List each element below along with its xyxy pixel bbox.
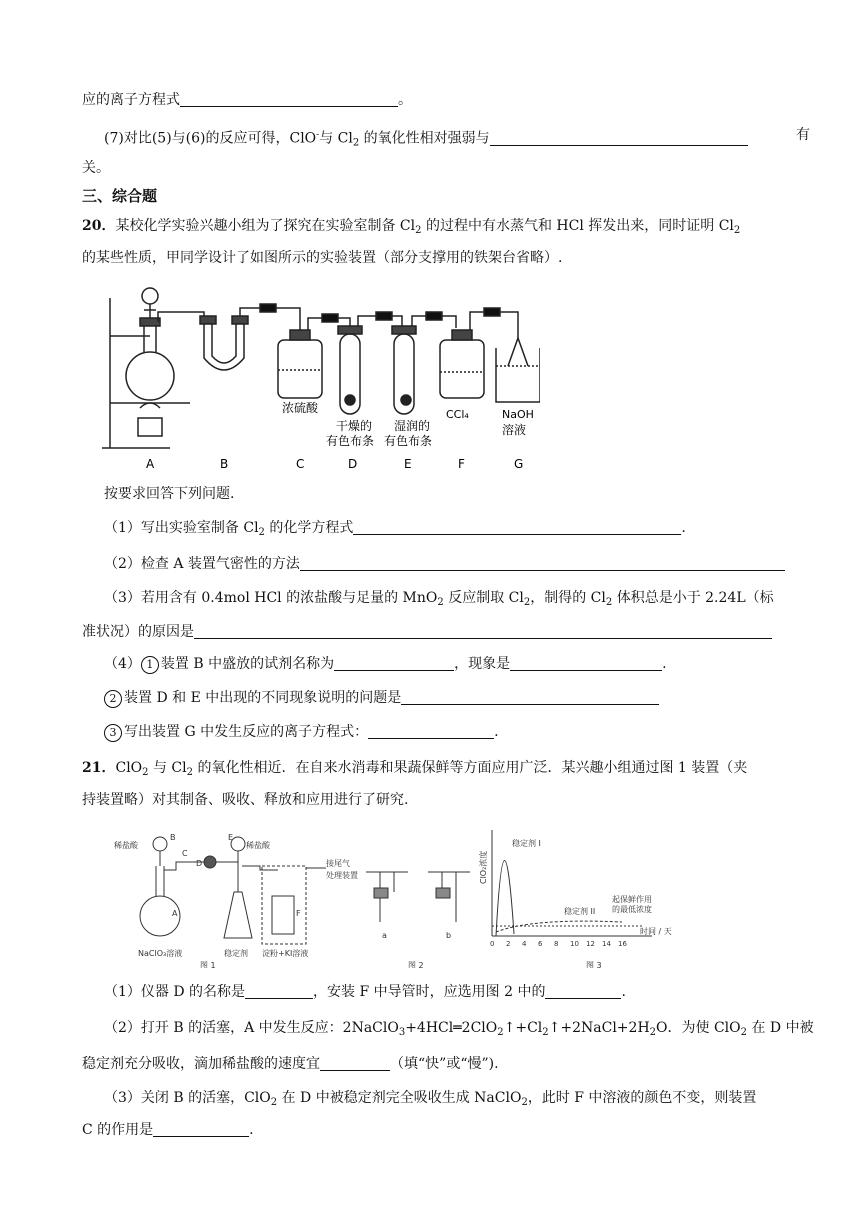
label-d: D [196,859,203,868]
section-title: 三、综合题 [82,187,158,205]
label-b: B [170,833,176,842]
apparatus-label-g: G [514,457,524,471]
text-segment: （3）关闭 B 的活塞，ClO [104,1090,271,1106]
reagent-label-c: 浓硫酸 [282,401,319,415]
text-segment: 的氧化性相近．在自来水消毒和果蔬保鲜等方面应用广泛．某兴趣小组通过图 1 装置（夹 [193,760,748,776]
x-tick-label: 2 [506,940,511,948]
caption-figure-2: 图 2 [408,961,424,968]
subscript: 2 [740,1027,748,1038]
circled-number: 2 [104,690,122,708]
label-preservation-1: 起保鲜作用 [612,895,652,904]
question-20-part-4-3 [104,722,810,742]
x-tick-label: 12 [586,940,595,948]
subscript: 2 [415,225,422,236]
text-segment: O．为使 ClO [656,1020,741,1036]
label-tube-b: b [446,931,452,940]
apparatus-diagram [100,278,540,474]
text-segment: . [662,656,667,672]
caption-figure-3: 图 3 [586,961,602,968]
text-segment: （1）仪器 D 的名称是 [104,984,246,1000]
answer-blank[interactable] [368,722,494,739]
question-20-part-3-cont [82,622,810,642]
text-segment: （2）打开 B 的活塞，A 中发生反应：2NaClO [104,1020,399,1036]
question-21-part-1 [104,982,810,1002]
text-segment: ↑+2NaCl+2H [548,1020,650,1036]
subscript: 2 [649,1027,657,1038]
label-tail-gas-2: 处理装置 [326,871,358,880]
label-e: E [228,833,234,842]
subscript: 2 [733,225,741,236]
text-segment: 装置 D 和 E 中出现的不同现象说明的问题是 [124,690,402,706]
label-stabilizer-2: 稳定剂 II [564,907,596,916]
question-20-part-3 [104,588,810,613]
text-segment: ↑+Cl [503,1020,543,1036]
text-segment: . [681,520,686,536]
answer-blank[interactable] [194,622,772,639]
question-21-stem-cont: 持装置略）对其制备、吸收、释放和应用进行了研究. [82,792,409,808]
answer-blank[interactable] [300,554,785,571]
question-20-part-2 [104,554,810,574]
text-segment: 应的离子方程式 [82,92,180,108]
text-segment: 。 [398,92,412,108]
text-segment: 在 D 中被 [747,1020,814,1036]
axis-label-y: ClO₂浓度 [479,850,488,884]
text-segment: 某校化学实验兴趣小组为了探究在实验室制备 Cl [115,218,416,234]
apparatus-label-d: D [348,457,358,471]
label-dilute-hcl-1: 稀盐酸 [114,841,138,850]
text-segment: (7)对比(5)与(6)的反应可得，ClO [104,130,317,147]
answer-blank[interactable] [510,654,662,671]
x-tick-label: 0 [490,940,495,948]
answer-blank[interactable] [245,982,313,999]
answer-blank[interactable] [153,1120,249,1137]
x-tick-label: 16 [618,940,627,948]
text-segment: 的化学方程式 [264,520,354,536]
text-segment: 在 D 中被稳定剂完全吸收生成 NaClO [277,1090,522,1106]
label-dilute-hcl-2: 稀盐酸 [246,841,270,850]
question-20-part-4-2 [104,688,810,708]
question-20-stem-cont: 的某些性质，甲同学设计了如图所示的实验装置（部分支撑用的铁架台省略）. [82,250,563,266]
label-ki-solution: 淀粉+KI溶液 [262,949,309,958]
text-segment: ，安装 F 中导管时，应选用图 2 中的 [313,984,546,1000]
subscript: 2 [542,1027,549,1038]
text-line [104,125,810,154]
text-segment: ClO [115,760,143,776]
subscript: 2 [605,597,613,608]
circled-number: 3 [104,724,122,742]
axis-label-x: 时间 / 天 [640,927,672,936]
label-c: C [182,849,188,858]
question-21-stem [82,758,810,783]
label-a: A [172,909,178,918]
text-segment: （填“快”或“慢”). [390,1056,499,1072]
subscript: 2 [437,597,444,608]
label-stabilizer: 稳定剂 [224,949,248,958]
x-tick-label: 14 [602,940,611,948]
caption-figure-1: 图 1 [200,961,216,968]
reagent-label-g2: 溶液 [502,423,527,437]
text-segment: C 的作用是 [82,1122,154,1138]
text-line [82,90,810,110]
question-20-stem [82,216,810,241]
subscript: 2 [521,1097,528,1108]
text-segment: （3）若用含有 0.4mol HCl 的浓盐酸与足量的 MnO [104,590,438,606]
label-stabilizer-1: 稳定剂 I [512,839,541,848]
text-segment: 与 Cl [319,130,353,147]
answer-blank[interactable] [490,129,748,146]
reagent-label-f: CCl₄ [446,408,469,421]
question-number: 20． [82,218,116,234]
x-tick-label: 4 [522,940,527,948]
answer-blank[interactable] [353,518,681,535]
text-segment: （1）写出实验室制备 Cl [104,520,259,536]
question-number: 21． [82,760,116,776]
label-tube-a: a [382,931,387,940]
label-f: F [296,909,301,918]
subscript: 2 [352,137,360,149]
reagent-label-g1: NaOH [502,408,534,421]
text-segment: 与 Cl [148,760,187,776]
text-segment: 的氧化性相对强弱与 [359,130,490,147]
text-segment: ，现象是 [454,656,511,672]
subscript: 2 [142,767,149,778]
apparatus-label-a: A [146,457,155,471]
x-tick-label: 6 [538,940,543,948]
text-segment: 写出装置 G 中发生反应的离子方程式： [124,724,369,740]
reagent-label-d1: 干燥的 [336,419,373,433]
reagent-label-e2: 有色布条 [384,434,433,448]
reagent-label-d2: 有色布条 [326,434,375,448]
text-segment: （2）检查 A 装置气密性的方法 [104,556,300,572]
x-tick-labels [490,940,627,948]
instruction-text: 按要求回答下列问题. [104,486,235,502]
text-segment: . [621,984,626,1000]
text-line: 关。 [82,160,110,176]
apparatus-figure-q20 [100,278,540,478]
text-segment: +4HCl═2ClO [405,1020,498,1036]
question-21-part-2-cont [82,1054,810,1074]
question-21-part-2 [104,1018,814,1043]
text-segment: ，此时 F 中溶液的颜色不变，则装置 [527,1090,757,1106]
label-preservation-2: 的最低浓度 [612,905,652,914]
subscript: 2 [270,1097,278,1108]
text-segment: 准状况）的原因是 [82,624,194,640]
subscript: 2 [186,767,193,778]
answer-blank[interactable] [401,688,659,705]
text-segment: 稳定剂充分吸收，滴加稀盐酸的速度宜 [82,1056,320,1072]
text-segment: . [494,724,499,740]
text-segment: 有 [796,127,810,143]
question-21-part-3 [104,1088,810,1113]
text-segment: 反应制取 Cl [443,590,524,606]
apparatus-label-c: C [296,457,305,471]
text-segment: 的过程中有水蒸气和 HCl 挥发出来，同时证明 Cl [421,218,734,234]
text-segment: 装置 B 中盛放的试剂名称为 [160,656,335,672]
x-tick-label: 10 [570,940,579,948]
answer-blank[interactable] [180,90,398,107]
text-segment: 体积总是小于 2.24L（标 [612,590,774,606]
subscript: 2 [497,1027,504,1038]
text-segment: . [249,1122,254,1138]
apparatus-label-f: F [458,457,465,471]
apparatus-label-e: E [404,457,412,471]
label-tail-gas-1: 接尾气 [326,859,350,868]
text-segment: ，制得的 Cl [530,590,606,606]
figure-1-2-3 [112,826,672,968]
apparatus-label-b: B [220,457,229,471]
superscript: - [316,130,320,140]
label-naclo3: NaClO₃溶液 [138,949,183,958]
question-20-part-4 [104,654,810,674]
subscript: 2 [258,527,265,538]
answer-blank[interactable] [320,1054,390,1071]
apparatus-figure-q21 [112,826,672,972]
question-21-part-3-cont [82,1120,810,1140]
question-20-part-1 [104,518,810,543]
x-tick-label: 8 [554,940,559,948]
circled-number: 1 [141,656,159,674]
answer-blank[interactable] [545,982,621,999]
answer-blank[interactable] [334,654,454,671]
reagent-label-e1: 湿润的 [394,419,431,433]
subscript: 3 [398,1027,406,1038]
subscript: 2 [523,597,531,608]
text-segment: （4） [104,656,141,672]
